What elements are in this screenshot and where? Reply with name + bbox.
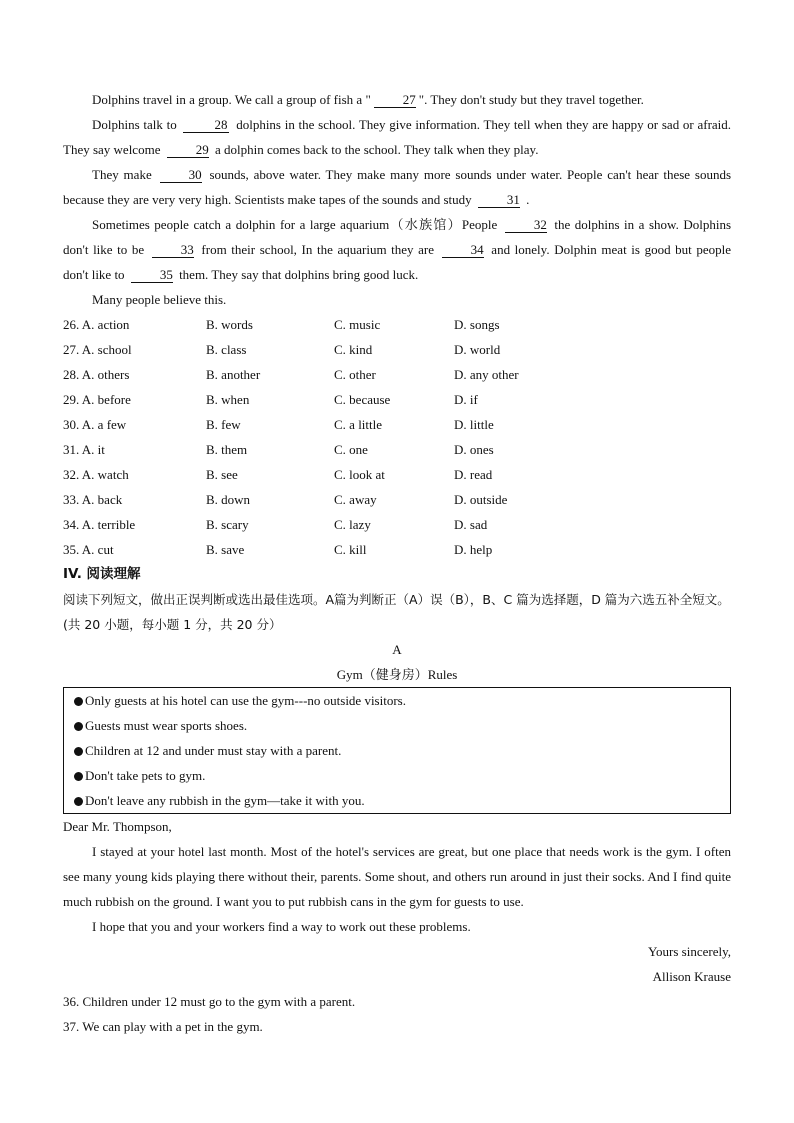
blank-32: 32 (505, 217, 547, 233)
gym-rules-title: Gym（健身房）Rules (336, 667, 458, 682)
options-list (63, 312, 731, 562)
rule-item: Only guests at his hotel can use the gym---no outside visitors. (74, 688, 720, 713)
blank-30: 30 (160, 167, 202, 183)
passage-letter: A (392, 642, 402, 657)
letter-closing: Yours sincerely, (647, 944, 731, 959)
blank-29: 29 (167, 142, 209, 158)
option-row-27: 27. A. school B. class C. kind D. world (63, 342, 501, 357)
section-instruction: 阅读下列短文，做出正误判断或选出最佳选项。A篇为判断正（A）误（B），B、C 篇为选择题，D 篇为六选五补全短文。(共 20 小题，每小题 1 分，共 20 分） (63, 592, 730, 632)
option-row-28: 28. A. others B. another C. other D. any other (63, 367, 519, 382)
section-title: IV. 阅读理解 (63, 566, 141, 582)
bullet-icon (74, 747, 83, 756)
passage-paragraph-2: Dolphins talk to 28 dolphins in the school. They give information. They tell when they are happy or sad or afraid. They say welcome 29 a dolphin comes back to the school. They talk when they play. (63, 117, 732, 157)
rule-item: Children at 12 and under must stay with a parent. (74, 738, 720, 763)
blank-33: 33 (152, 242, 194, 258)
letter-paragraph-2: I hope that you and your workers find a way to work out these problems. (92, 919, 471, 934)
option-row-34: 34. A. terrible B. scary C. lazy D. sad (63, 517, 488, 532)
passage-paragraph-5: Many people believe this. (92, 292, 227, 307)
option-row-35: 35. A. cut B. save C. kill D. help (63, 542, 493, 557)
question-37: 37. We can play with a pet in the gym. (63, 1019, 263, 1034)
rule-item: Don't take pets to gym. (74, 763, 720, 788)
letter-paragraph-1: I stayed at your hotel last month. Most of the hotel's services are great, but one place that needs work is the gym. I often see many young kids playing there without their, parents. Some shout, and others run around in just their socks. And I find quite much rubbish on the ground. I want you to put rubbish cans in the gym for guests to use. (63, 844, 731, 909)
blank-31: 31 (478, 192, 520, 208)
rule-item: Don't leave any rubbish in the gym—take it with you. (74, 788, 720, 813)
bullet-icon (74, 722, 83, 731)
passage-paragraph-1: Dolphins travel in a group. We call a group of fish a " 27 ". They don't study but they travel together. (92, 92, 644, 107)
blank-34: 34 (442, 242, 484, 258)
blank-27: 27 (374, 92, 416, 108)
blank-35: 35 (131, 267, 173, 283)
blank-28: 28 (183, 117, 229, 133)
bullet-icon (74, 797, 83, 806)
option-row-33: 33. A. back B. down C. away D. outside (63, 492, 508, 507)
bullet-icon (74, 697, 83, 706)
passage-paragraph-3: They make 30 sounds, above water. They make many more sounds under water. People can't hear these sounds because they are very very high. Scientists make tapes of the sounds and study 31 . (63, 167, 732, 207)
question-36: 36. Children under 12 must go to the gym with a parent. (63, 994, 356, 1009)
option-row-30: 30. A. a few B. few C. a little D. little (63, 417, 494, 432)
gym-rules-box (63, 687, 731, 814)
passage-paragraph-4: Sometimes people catch a dolphin for a large aquarium（水族馆）People 32 the dolphins in a show. Dolphins don't like to be 33 from their school, In the aquarium they are 34 and lonely. Dolphin meat is good but people don't like to 35 them. They say that dolphins bring good luck. (63, 217, 732, 282)
bullet-icon (74, 772, 83, 781)
option-row-26: 26. A. action B. words C. music D. songs (63, 317, 500, 332)
rule-item: Guests must wear sports shoes. (74, 713, 720, 738)
letter-signature: Allison Krause (652, 969, 731, 984)
letter-greeting: Dear Mr. Thompson, (63, 819, 172, 834)
option-row-32: 32. A. watch B. see C. look at D. read (63, 467, 493, 482)
document-page (63, 87, 731, 1039)
option-row-31: 31. A. it B. them C. one D. ones (63, 442, 494, 457)
option-row-29: 29. A. before B. when C. because D. if (63, 392, 478, 407)
